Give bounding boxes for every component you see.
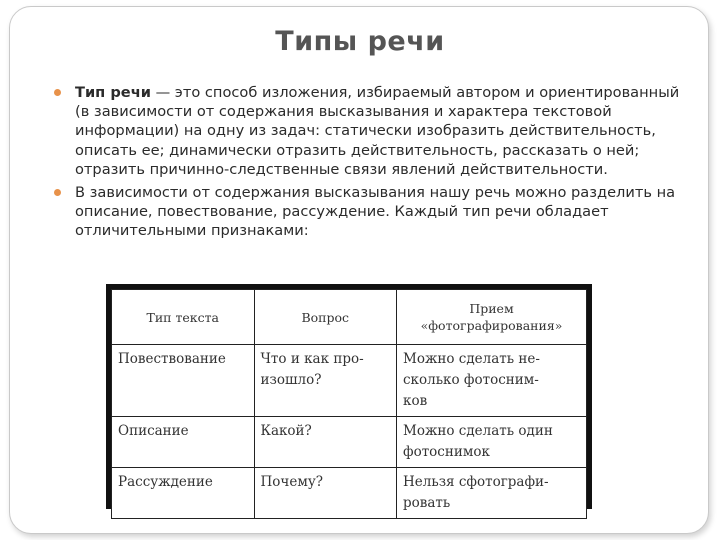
header-question: Вопрос bbox=[254, 290, 397, 345]
header-photo-technique: Прием «фотографирования» bbox=[397, 290, 587, 345]
bullet-item-classification bbox=[51, 183, 681, 241]
bullet-dot-icon bbox=[54, 189, 61, 196]
table-header-row bbox=[112, 290, 587, 345]
table-cell: Какой? bbox=[254, 417, 397, 468]
bullet-item-definition bbox=[51, 83, 681, 179]
bullet-list bbox=[51, 83, 681, 245]
speech-types-table bbox=[111, 289, 587, 519]
table-cell: Нельзя сфотографи- ровать bbox=[397, 468, 587, 519]
table-cell: Рассуждение bbox=[112, 468, 255, 519]
table-cell: Повествование bbox=[112, 345, 255, 417]
bullet-text: В зависимости от содержания высказывания нашу речь можно разделить на описание, повествование, рассуждение. Каждый тип речи обладает отличительными признаками: bbox=[75, 184, 676, 240]
bullet-text: — это способ изложения, избираемый автором и ориентированный (в зависимости от содержания высказывания и характера текстовой информации) на одну из задач: статически изобразить действительность, описать ее; динамически отразить действительность, рассказать о ней; отразить причинно-следственные связи явлений действительности. bbox=[75, 84, 680, 178]
bullet-term: Тип речи bbox=[75, 84, 151, 101]
table-cell: Можно сделать один фотоснимок bbox=[397, 417, 587, 468]
table-cell: Почему? bbox=[254, 468, 397, 519]
table-cell: Можно сделать не- сколько фотосним- ков bbox=[397, 345, 587, 417]
table-row bbox=[112, 345, 587, 417]
table-cell: Описание bbox=[112, 417, 255, 468]
table-cell: Что и как про- изошло? bbox=[254, 345, 397, 417]
slide-title: Типы речи bbox=[275, 26, 445, 57]
speech-types-table-image bbox=[106, 284, 592, 509]
table-row bbox=[112, 417, 587, 468]
header-text-type: Тип текста bbox=[112, 290, 255, 345]
table-row bbox=[112, 468, 587, 519]
bullet-dot-icon bbox=[54, 89, 61, 96]
